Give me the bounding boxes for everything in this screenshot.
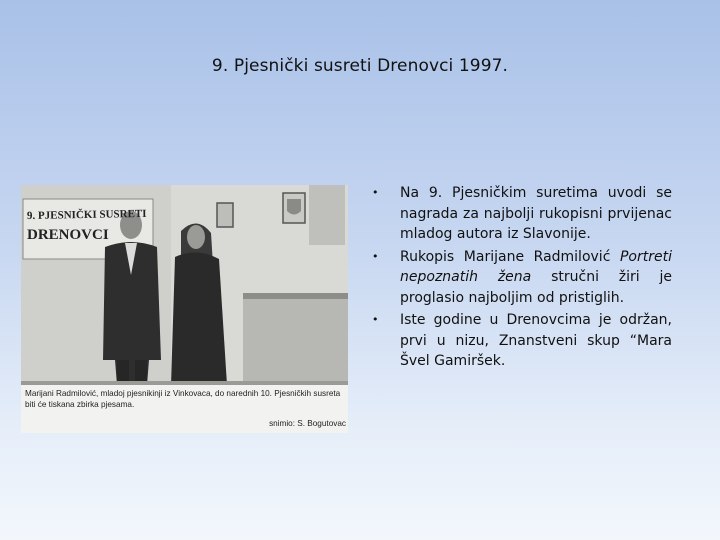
bullet-text: Iste godine u Drenovcima je održan, prvi u nizu, Znanstveni skup “Mara Švel Gamiršek. — [400, 312, 672, 369]
event-photo — [21, 185, 348, 433]
bullet-icon: • — [372, 313, 379, 326]
banner-line-2: DRENOVCI — [27, 227, 109, 243]
bullet-text: Na 9. Pjesničkim suretima uvodi se nagrada za najbolji rukopisni prvijenac mladog autora iz Slavonije. — [400, 185, 672, 242]
bullet-list — [372, 183, 672, 374]
photo-banner — [27, 205, 147, 245]
bullet-text-italic: Portreti nepoznatih žena — [400, 248, 672, 285]
bullet-item — [372, 310, 672, 372]
banner-line-1: 9. PJESNIČKI SUSRETI — [26, 207, 147, 223]
photo-credit: snimio: S. Bogutovac — [269, 419, 346, 428]
bullet-item — [372, 183, 672, 245]
bullet-item — [372, 247, 672, 309]
slide-title: 9. Pjesnički susreti Drenovci 1997. — [211, 56, 509, 76]
bullet-text-after: stručni žiri je proglasio najboljim od pristiglih. — [400, 269, 673, 306]
bullet-icon: • — [372, 249, 379, 263]
photo-caption: Marijani Radmilović, mladoj pjesnikinji iz Vinkovaca, do narednih 10. Pjesničkih susreta biti će tiskana zbirka pjesama. — [25, 389, 341, 409]
bullet-icon: • — [372, 186, 379, 199]
bullet-text-before: Rukopis Marijane Radmilović — [400, 248, 620, 265]
